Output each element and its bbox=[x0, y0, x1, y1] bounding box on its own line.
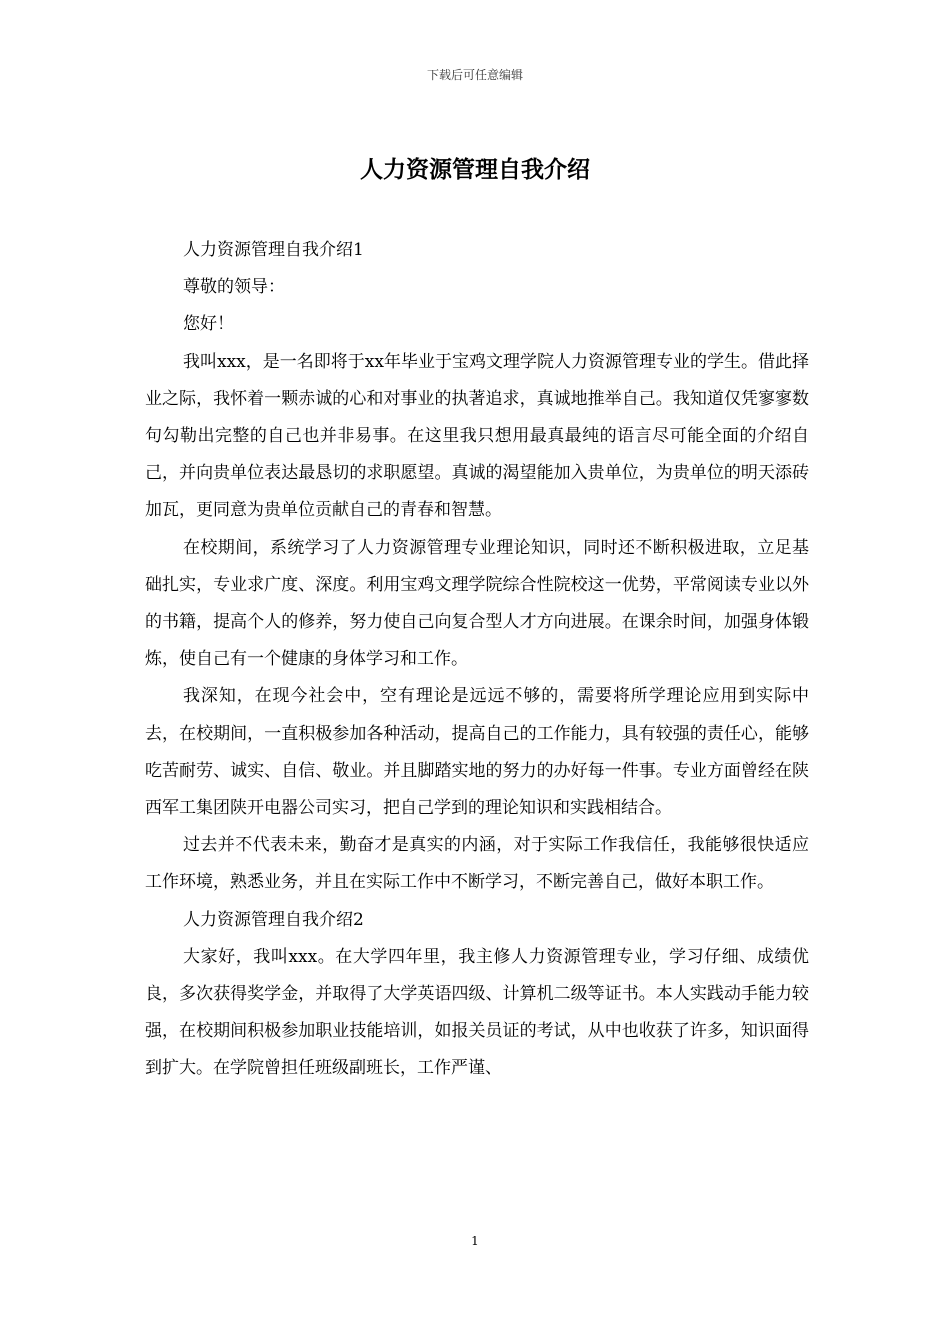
section-heading-2: 人力资源管理自我介绍2 bbox=[183, 909, 364, 930]
page-number: 1 bbox=[471, 1234, 479, 1248]
section-heading-1: 人力资源管理自我介绍1 bbox=[183, 240, 364, 260]
paragraph-future: 过去并不代表未来，勤奋才是真实的内涵，对于实际工作我信任，我能够很快适应工作环境，熟悉业务，并且在实际工作中不断学习，不断完善自己，做好本职工作。 bbox=[145, 835, 809, 893]
salutation: 尊敬的领导： bbox=[183, 277, 285, 298]
document-title: 人力资源管理自我介绍 bbox=[360, 156, 590, 183]
greeting: 您好！ bbox=[183, 314, 234, 335]
paragraph-practice: 我深知，在现今社会中，空有理论是远远不够的，需要将所学理论应用到实际中去，在校期间，一直积极参加各种活动，提高自己的工作能力，具有较强的责任心，能够吃苦耐劳、诚实、自信、敬业。并且脚踏实地的努力的办好每一件事。专业方面曾经在陕西军工集团陕开电器公司实习，把自己学到的理论知识和实践相结合。 bbox=[145, 686, 809, 819]
header-note: 下载后可任意编辑 bbox=[426, 68, 523, 82]
paragraph-intro: 我叫xxx，是一名即将于xx年毕业于宝鸡文理学院人力资源管理专业的学生。借此择业之际，我怀着一颗赤诚的心和对事业的执著追求，真诚地推举自己。我知道仅凭寥寥数句勾勒出完整的自己也并非易事。在这里我只想用最真最纯的语言尽可能全面的介绍自己，并向贵单位表达最恳切的求职愿望。真诚的渴望能加入贵单位，为贵单位的明天添砖加瓦，更同意为贵单位贡献自己的青春和智慧。 bbox=[145, 351, 809, 521]
document-body bbox=[145, 232, 809, 1088]
paragraph-intro-2: 大家好，我叫xxx。在大学四年里，我主修人力资源管理专业，学习仔细、成绩优良，多次获得奖学金，并取得了大学英语四级、计算机二级等证书。本人实践动手能力较强，在校期间积极参加职业技能培训，如报关员证的考试，从中也收获了许多，知识面得到扩大。在学院曾担任班级副班长，工作严谨、 bbox=[145, 946, 809, 1079]
paragraph-study: 在校期间，系统学习了人力资源管理专业理论知识，同时还不断积极进取，立足基础扎实，专业求广度、深度。利用宝鸡文理学院综合性院校这一优势，平常阅读专业以外的书籍，提高个人的修养，努力使自己向复合型人才方向进展。在课余时间，加强身体锻炼，使自己有一个健康的身体学习和工作。 bbox=[145, 537, 809, 670]
